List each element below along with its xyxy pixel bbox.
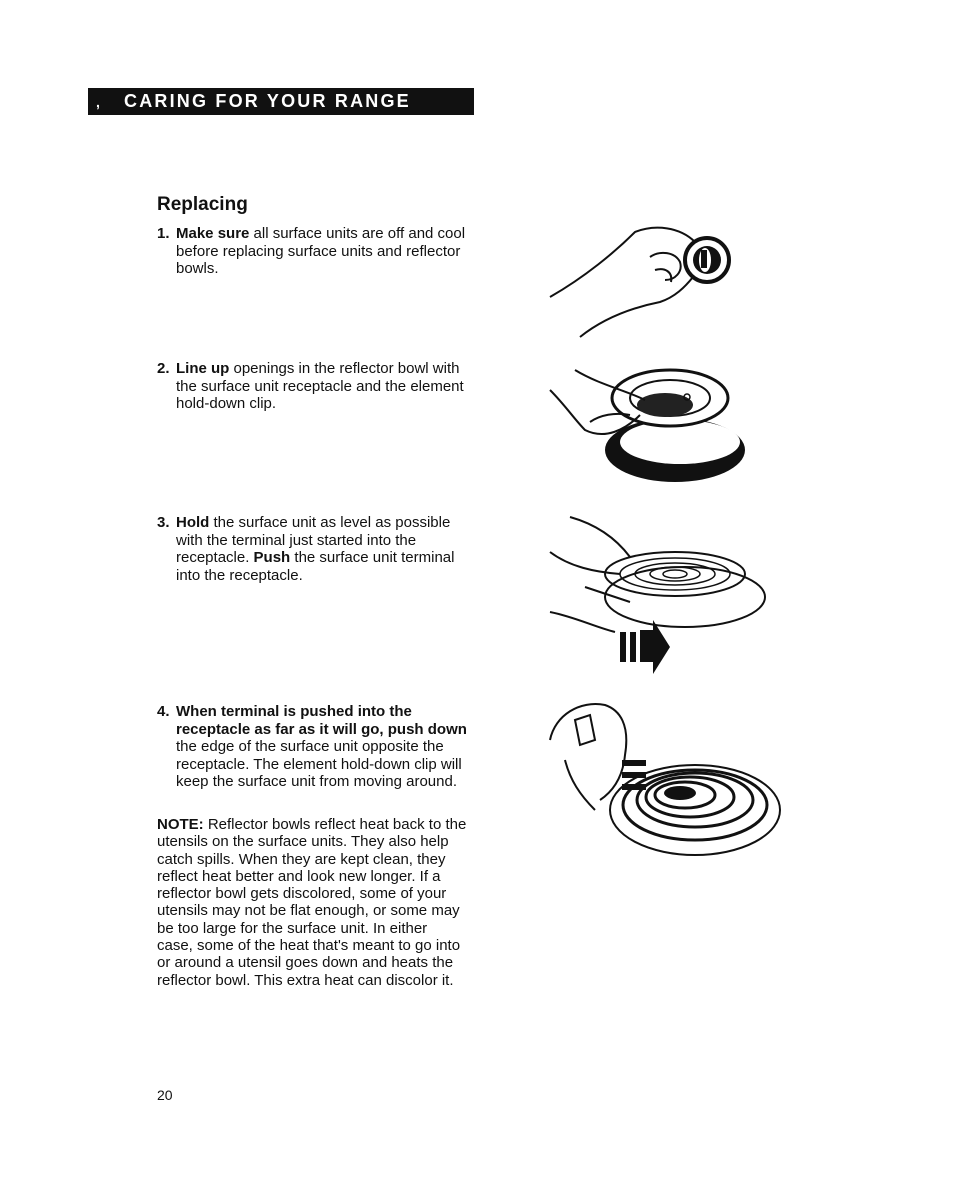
step-number: 4. xyxy=(157,703,170,720)
section-banner xyxy=(88,88,474,115)
step-text: the edge of the surface unit opposite the receptacle. The element hold-down clip will keep the surface unit from moving around. xyxy=(176,738,462,790)
page-number: 20 xyxy=(157,1087,173,1103)
note-paragraph xyxy=(157,816,467,989)
banner-title: CARING FOR YOUR RANGE xyxy=(124,91,411,111)
step-4 xyxy=(157,703,477,791)
step-3 xyxy=(157,514,477,584)
step-lead: Line up xyxy=(176,360,230,377)
step-lead: Hold xyxy=(176,514,210,531)
illustration-reflector-bowl xyxy=(545,360,745,485)
step-text: the surface unit as level as possible with the terminal just started into the receptacle. xyxy=(176,514,451,566)
step-number: 3. xyxy=(157,514,170,531)
step-text: openings in the reflector bowl with the surface unit receptacle and the element hold-down clip. xyxy=(176,360,464,412)
note-text: Reflector bowls reflect heat back to the utensils on the surface units. They also help catch spills. When they are kept clean, they reflect heat better and look new longer. If a reflector bowl gets discolored, some of your utensils may not be flat enough, or some may be too large for the surface unit. In either case, some of the heat that's meant to go into or around a utensil goes down and heats the reflector bowl. This extra heat can discolor it. xyxy=(157,816,467,989)
step-text-2: the surface unit terminal into the receptacle. xyxy=(176,549,455,584)
banner-mark: , xyxy=(96,94,103,110)
step-lead-2: Push xyxy=(253,549,291,566)
step-number: 2. xyxy=(157,360,170,377)
step-number: 1. xyxy=(157,225,170,242)
step-2 xyxy=(157,360,477,413)
step-1 xyxy=(157,225,477,278)
illustration-surface-unit-insert xyxy=(545,512,770,677)
step-text: all surface units are off and cool before replacing surface units and reflector bowls. xyxy=(176,225,466,277)
illustration-control-knob xyxy=(545,222,735,342)
note-label: NOTE: xyxy=(157,816,204,833)
section-heading: Replacing xyxy=(157,194,248,215)
step-lead: When terminal is pushed into the receptacle as far as it will go, push down xyxy=(176,703,467,738)
step-lead: Make sure xyxy=(176,225,250,242)
illustration-surface-unit-pressdown xyxy=(545,700,785,865)
